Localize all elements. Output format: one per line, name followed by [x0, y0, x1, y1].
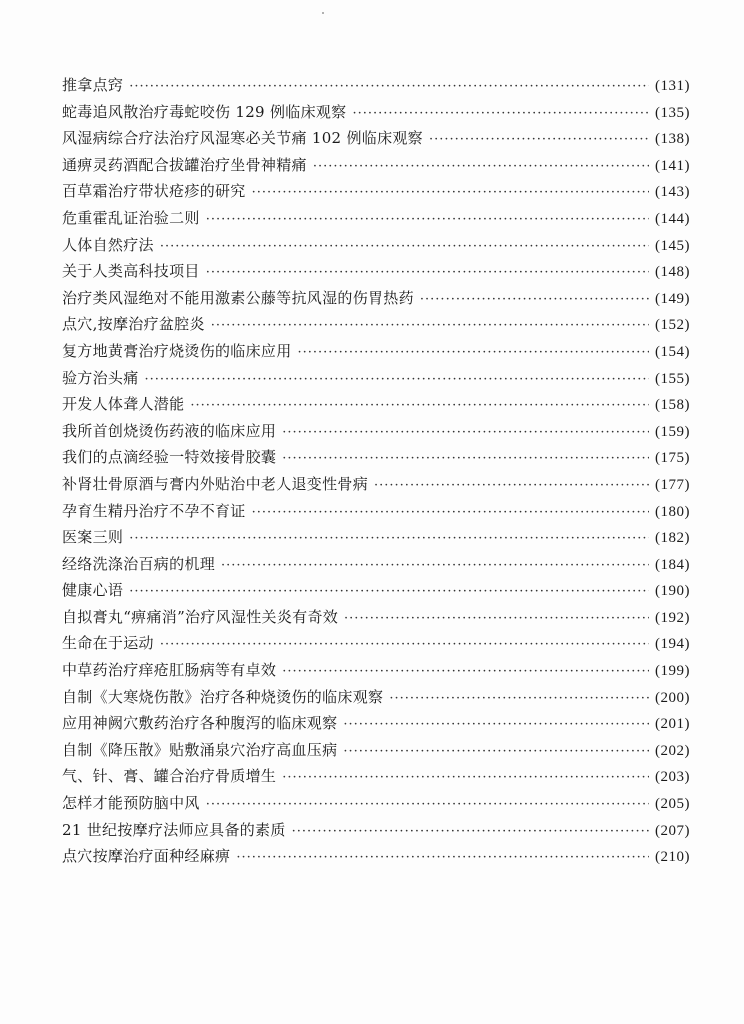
toc-entry-title: 通痹灵药酒配合拔罐治疗坐骨神精痛 [62, 155, 307, 174]
toc-entry-title: 我们的点滴经验一特效接骨胶囊 [62, 448, 277, 467]
toc-entry [62, 790, 690, 817]
toc-entry [62, 418, 690, 445]
toc-dot-leader [344, 606, 649, 633]
toc-entry [62, 843, 690, 870]
toc-entry-title: 21 世纪按摩疗法师应具备的素质 [62, 820, 286, 839]
toc-entry [62, 498, 690, 525]
toc-dot-leader [282, 765, 649, 792]
toc-entry-title: 自拟膏丸“痹痛消”治疗风湿性关炎有奇效 [62, 607, 339, 626]
toc-dot-leader [343, 712, 649, 739]
toc-entry-title: 风湿病综合疗法治疗风湿寒必关节痛 102 例临床观察 [62, 129, 423, 148]
toc-entry [62, 125, 690, 152]
table-of-contents [62, 72, 690, 870]
toc-dot-leader [282, 659, 649, 686]
toc-entry-page-number: (175) [655, 450, 690, 467]
toc-entry-title: 经络洗涤治百病的机理 [62, 554, 216, 573]
toc-entry-title: 医案三则 [62, 528, 124, 547]
toc-entry [62, 577, 690, 604]
toc-entry-page-number: (201) [655, 716, 690, 733]
toc-entry-page-number: (158) [655, 397, 690, 414]
toc-dot-leader [129, 579, 649, 606]
toc-entry-page-number: (180) [655, 503, 690, 520]
toc-entry-page-number: (200) [655, 689, 690, 706]
toc-entry-title: 验方治头痛 [62, 368, 139, 387]
toc-entry [62, 99, 690, 126]
toc-entry-page-number: (182) [655, 530, 690, 547]
toc-entry-title: 点穴按摩治疗面种经麻痹 [62, 847, 231, 866]
toc-dot-leader [129, 526, 649, 553]
toc-entry-page-number: (184) [655, 556, 690, 573]
toc-entry-page-number: (138) [655, 131, 690, 148]
toc-entry-title: 中草药治疗痒疮肛肠病等有卓效 [62, 661, 277, 680]
toc-dot-leader [221, 553, 649, 580]
toc-entry-page-number: (205) [655, 796, 690, 813]
toc-entry-page-number: (131) [655, 78, 690, 94]
toc-dot-leader [282, 446, 649, 473]
toc-entry-page-number: (207) [655, 822, 690, 839]
toc-dot-leader [343, 739, 649, 766]
toc-entry-page-number: (144) [655, 210, 690, 227]
toc-entry [62, 710, 690, 737]
toc-dot-leader [429, 127, 649, 154]
toc-entry [62, 285, 690, 312]
toc-dot-leader [206, 207, 649, 234]
toc-entry [62, 232, 690, 259]
toc-entry-title: 补肾壮骨原酒与膏内外贴治中老人退变性骨病 [62, 474, 369, 493]
toc-dot-leader [252, 180, 649, 207]
toc-dot-leader [206, 260, 649, 287]
toc-entry-title: 治疗类风湿绝对不能用激素公藤等抗风湿的伤胃热药 [62, 288, 414, 307]
toc-dot-leader [282, 420, 649, 447]
toc-entry-title: 关于人类高科技项目 [62, 262, 200, 281]
toc-entry [62, 551, 690, 578]
toc-entry-title: 点穴,按摩治疗盆腔炎 [62, 315, 205, 334]
toc-entry-page-number: (145) [655, 237, 690, 254]
toc-entry-page-number: (154) [655, 343, 690, 360]
toc-entry [62, 444, 690, 471]
toc-entry-title: 百草霜治疗带状疮疹的研究 [62, 182, 246, 201]
toc-entry [62, 630, 690, 657]
toc-entry-page-number: (210) [655, 849, 690, 866]
toc-entry-title: 复方地黄膏治疗烧烫伤的临床应用 [62, 341, 292, 360]
toc-dot-leader [190, 393, 649, 420]
toc-dot-leader [352, 101, 649, 128]
toc-entry-title: 健康心语 [62, 581, 124, 600]
toc-entry-title: 生命在于运动 [62, 634, 154, 653]
toc-dot-leader [145, 367, 649, 394]
toc-entry-title: 危重霍乱证治验二则 [62, 208, 200, 227]
toc-entry-title: 推拿点窍 [62, 76, 124, 94]
toc-dot-leader [160, 234, 649, 261]
toc-dot-leader [420, 287, 649, 314]
toc-dot-leader [236, 845, 649, 872]
toc-entry-page-number: (141) [655, 157, 690, 174]
toc-entry-title: 蛇毒追风散治疗毒蛇咬伤 129 例临床观察 [62, 102, 347, 121]
toc-entry-title: 应用神阙穴敷药治疗各种腹泻的临床观察 [62, 714, 338, 733]
toc-entry [62, 365, 690, 392]
toc-entry [62, 737, 690, 764]
toc-entry-title: 怎样才能预防脑中风 [62, 794, 200, 813]
toc-entry-page-number: (202) [655, 742, 690, 759]
toc-entry-page-number: (135) [655, 104, 690, 121]
toc-dot-leader [313, 154, 649, 181]
toc-entry-page-number: (148) [655, 264, 690, 281]
toc-entry-page-number: (203) [655, 769, 690, 786]
toc-entry [62, 258, 690, 285]
toc-dot-leader [298, 340, 649, 367]
toc-entry-title: 我所首创烧烫伤药液的临床应用 [62, 421, 277, 440]
toc-entry-page-number: (190) [655, 583, 690, 600]
toc-entry-title: 开发人体聋人潜能 [62, 395, 185, 414]
toc-dot-leader [374, 473, 649, 500]
toc-entry [62, 72, 690, 99]
toc-dot-leader [389, 686, 649, 713]
toc-entry [62, 657, 690, 684]
toc-entry [62, 391, 690, 418]
toc-entry-page-number: (177) [655, 476, 690, 493]
toc-entry [62, 763, 690, 790]
toc-dot-leader [129, 74, 649, 101]
toc-entry-page-number: (159) [655, 423, 690, 440]
toc-entry-page-number: (194) [655, 636, 690, 653]
toc-entry-page-number: (192) [655, 609, 690, 626]
toc-entry-page-number: (155) [655, 370, 690, 387]
toc-entry-title: 自制《大寒烧伤散》治疗各种烧烫伤的临床观察 [62, 687, 384, 706]
toc-entry-page-number: (152) [655, 317, 690, 334]
toc-dot-leader [211, 313, 649, 340]
toc-entry [62, 817, 690, 844]
toc-entry [62, 152, 690, 179]
toc-entry [62, 604, 690, 631]
toc-entry [62, 311, 690, 338]
toc-entry [62, 205, 690, 232]
toc-dot-leader [292, 819, 649, 846]
toc-entry [62, 178, 690, 205]
toc-entry-title: 气、针、膏、罐合治疗骨质增生 [62, 767, 277, 786]
toc-dot-leader [160, 632, 649, 659]
scan-speck [322, 12, 324, 14]
toc-entry-title: 孕育生精丹治疗不孕不育证 [62, 501, 246, 520]
toc-entry-page-number: (149) [655, 290, 690, 307]
toc-entry-page-number: (143) [655, 184, 690, 201]
toc-entry [62, 684, 690, 711]
toc-entry-title: 自制《降压散》贴敷涌泉穴治疗高血压病 [62, 740, 338, 759]
toc-entry-title: 人体自然疗法 [62, 235, 154, 254]
toc-entry [62, 471, 690, 498]
toc-entry [62, 338, 690, 365]
toc-dot-leader [206, 792, 649, 819]
toc-dot-leader [252, 500, 649, 527]
toc-entry-page-number: (199) [655, 663, 690, 680]
toc-entry [62, 524, 690, 551]
